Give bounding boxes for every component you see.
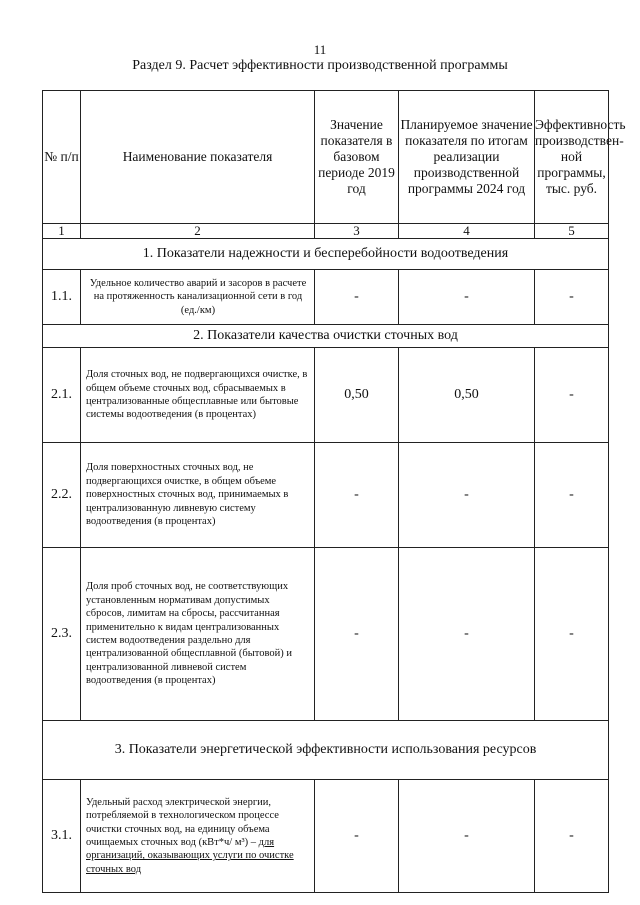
indicator-name: Доля сточных вод, не подвергающихся очистке, в общем объеме сточных вод, сбрасываемых в централизованные общесплавные или бытовые системы водоотведения (в процентах) <box>81 348 315 443</box>
table-row <box>43 270 609 325</box>
effect-value: - <box>535 348 609 443</box>
row-number: 3.1. <box>43 780 81 893</box>
base-value: - <box>315 443 399 548</box>
table-row <box>43 443 609 548</box>
table-row <box>43 348 609 443</box>
effect-value: - <box>535 443 609 548</box>
row-number: 2.2. <box>43 443 81 548</box>
effect-value: - <box>535 780 609 893</box>
group-row <box>43 325 609 348</box>
column-number: 3 <box>315 224 399 239</box>
header-num: № п/п <box>43 91 81 224</box>
column-number: 5 <box>535 224 609 239</box>
column-number: 1 <box>43 224 81 239</box>
column-number-row <box>43 224 609 239</box>
table-row <box>43 548 609 721</box>
planned-value: 0,50 <box>399 348 535 443</box>
group-title: 2. Показатели качества очистки сточных вод <box>43 325 609 348</box>
indicator-name: Удельный расход электрической энергии, потребляемой в технологическом процессе очистки сточных вод, на единицу объема очищаемых сточных вод (кВт*ч/ м³) – <box>86 796 279 848</box>
column-number: 4 <box>399 224 535 239</box>
page-number: 11 <box>313 42 327 57</box>
planned-value: - <box>399 443 535 548</box>
base-value: - <box>315 780 399 893</box>
header-name: Наименование показателя <box>81 91 315 224</box>
effect-value: - <box>535 270 609 325</box>
header-planned: Планируемое значение показателя по итогам реализации производственной программы 2024 год <box>399 91 535 224</box>
row-number: 2.3. <box>43 548 81 721</box>
table-header-row <box>43 91 609 224</box>
planned-value: - <box>399 270 535 325</box>
column-number: 2 <box>81 224 315 239</box>
row-number: 2.1. <box>43 348 81 443</box>
group-title: 1. Показатели надежности и бесперебойности водоотведения <box>43 239 609 270</box>
effect-value: - <box>535 548 609 721</box>
indicator-name-underlined: для организаций, оказывающих услуги по очистке сточных вод <box>86 837 294 875</box>
indicator-name: Доля проб сточных вод, не соответствующих установленным нормативам допустимых сбросов, лимитам на сбросы, рассчитанная применительно к видам централизованных систем водоотведения раздельно для централизованной общесплавной (бытовой) и централизованной ливневой систем водоотведения (в процентах) <box>81 548 315 721</box>
base-value: - <box>315 548 399 721</box>
row-number: 1.1. <box>43 270 81 325</box>
section-title: Раздел 9. Расчет эффективности производственной программы <box>132 58 508 73</box>
base-value: - <box>315 270 399 325</box>
base-value: 0,50 <box>315 348 399 443</box>
group-row <box>43 721 609 780</box>
planned-value: - <box>399 548 535 721</box>
header-base: Значение показателя в базовом периоде 2019 год <box>315 91 399 224</box>
indicator-name: Удельное количество аварий и засоров в расчете на протяженность канализационной сети в год (ед./км) <box>81 270 315 325</box>
table-row <box>43 780 609 893</box>
group-row <box>43 239 609 270</box>
header-effect: Эффективность производствен-ной программы, тыс. руб. <box>535 91 609 224</box>
indicator-name: Доля поверхностных сточных вод, не подвергающихся очистке, в общем объеме поверхностных сточных вод, принимаемых в централизованную ливневую систему водоотведения (в процентах) <box>81 443 315 548</box>
group-title: 3. Показатели энергетической эффективности использования ресурсов <box>43 721 609 780</box>
indicator-name-cell <box>81 780 315 893</box>
efficiency-table <box>42 90 626 893</box>
planned-value: - <box>399 780 535 893</box>
